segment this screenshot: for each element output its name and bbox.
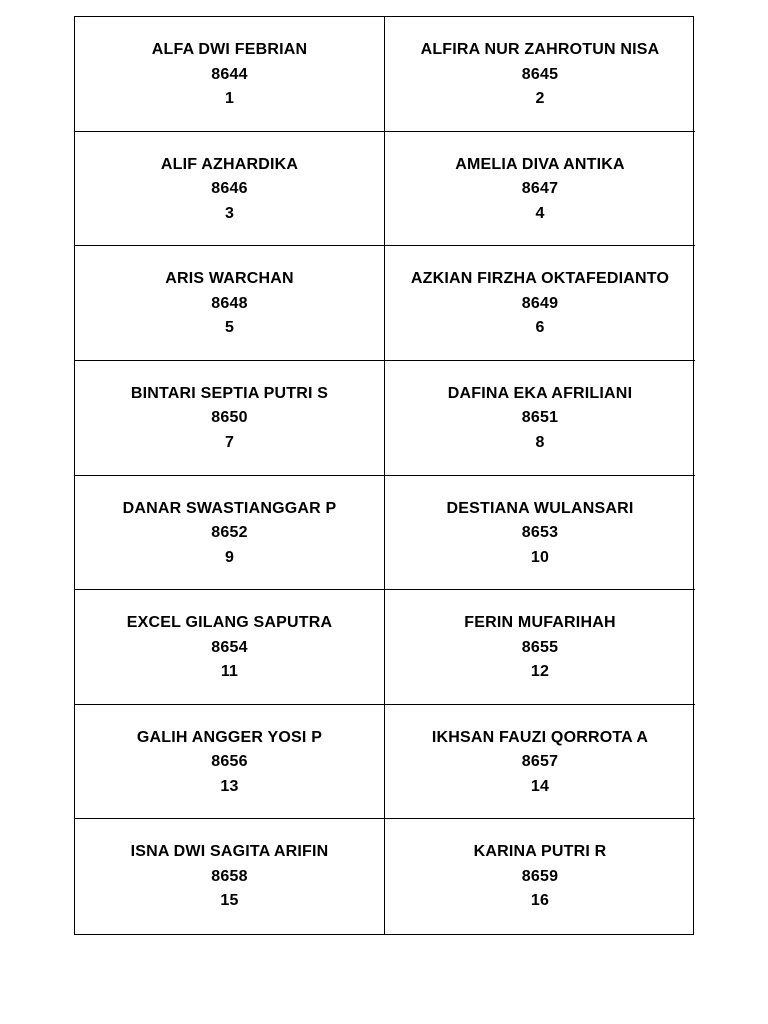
student-number: 8	[535, 433, 545, 451]
student-number: 6	[535, 319, 545, 337]
student-name: AMELIA DIVA ANTIKA	[455, 155, 625, 173]
name-card	[385, 590, 695, 705]
student-number: 9	[224, 548, 235, 566]
name-card	[75, 132, 385, 247]
student-name: DAFINA EKA AFRILIANI	[447, 384, 633, 402]
name-card	[385, 132, 695, 247]
student-name: ALFIRA NUR ZAHROTUN NISA	[420, 41, 660, 58]
name-card	[75, 819, 385, 934]
student-number: 5	[224, 319, 235, 337]
student-code: 8655	[521, 638, 559, 656]
student-code: 8654	[211, 638, 248, 656]
student-code: 8650	[211, 409, 248, 427]
student-name: ARIS WARCHAN	[165, 270, 294, 288]
student-number: 3	[224, 204, 235, 222]
student-code: 8645	[521, 65, 559, 83]
student-name: IKHSAN FAUZI QORROTA A	[431, 728, 649, 746]
name-card	[385, 476, 695, 591]
student-name: DESTIANA WULANSARI	[446, 499, 634, 517]
student-number: 11	[220, 663, 239, 681]
name-card-table	[74, 16, 694, 935]
student-number: 4	[535, 204, 545, 222]
name-card	[75, 705, 385, 820]
name-card	[75, 17, 385, 132]
student-name: ALIF AZHARDIKA	[160, 155, 299, 173]
name-card	[385, 246, 695, 361]
student-name: AZKIAN FIRZHA OKTAFEDIANTO	[410, 270, 670, 288]
name-card	[385, 17, 695, 132]
student-code: 8659	[521, 867, 559, 885]
student-code: 8648	[211, 294, 248, 312]
student-name: ALFA DWI FEBRIAN	[151, 41, 308, 58]
name-card	[75, 246, 385, 361]
student-number: 13	[220, 777, 239, 795]
student-number: 10	[530, 548, 550, 566]
student-name: GALIH ANGGER YOSI P	[136, 728, 323, 746]
student-number: 15	[220, 892, 239, 910]
student-name: FERIN MUFARIHAH	[464, 614, 616, 632]
student-code: 8652	[211, 524, 248, 541]
student-number: 7	[224, 433, 235, 451]
name-card	[75, 361, 385, 476]
student-name: ISNA DWI SAGITA ARIFIN	[130, 843, 329, 861]
student-number: 16	[530, 892, 550, 910]
student-code: 8644	[211, 65, 248, 83]
student-code: 8647	[521, 180, 559, 198]
student-code: 8653	[521, 524, 559, 541]
student-number: 1	[224, 90, 235, 107]
student-name: BINTARI SEPTIA PUTRI S	[130, 384, 329, 402]
student-code: 8656	[211, 753, 248, 771]
student-name: EXCEL GILANG SAPUTRA	[126, 614, 333, 632]
student-code: 8649	[521, 294, 559, 312]
student-code: 8657	[521, 753, 559, 771]
student-code: 8658	[211, 867, 248, 885]
student-code: 8646	[211, 180, 248, 198]
name-card	[385, 361, 695, 476]
name-card	[75, 590, 385, 705]
name-card	[75, 476, 385, 591]
name-card	[385, 819, 695, 934]
student-number: 2	[535, 90, 545, 107]
name-card	[385, 705, 695, 820]
student-name: DANAR SWASTIANGGAR P	[122, 499, 337, 517]
student-number: 14	[530, 777, 550, 795]
student-number: 12	[530, 663, 550, 681]
student-name: KARINA PUTRI R	[473, 843, 607, 861]
student-code: 8651	[521, 409, 559, 427]
